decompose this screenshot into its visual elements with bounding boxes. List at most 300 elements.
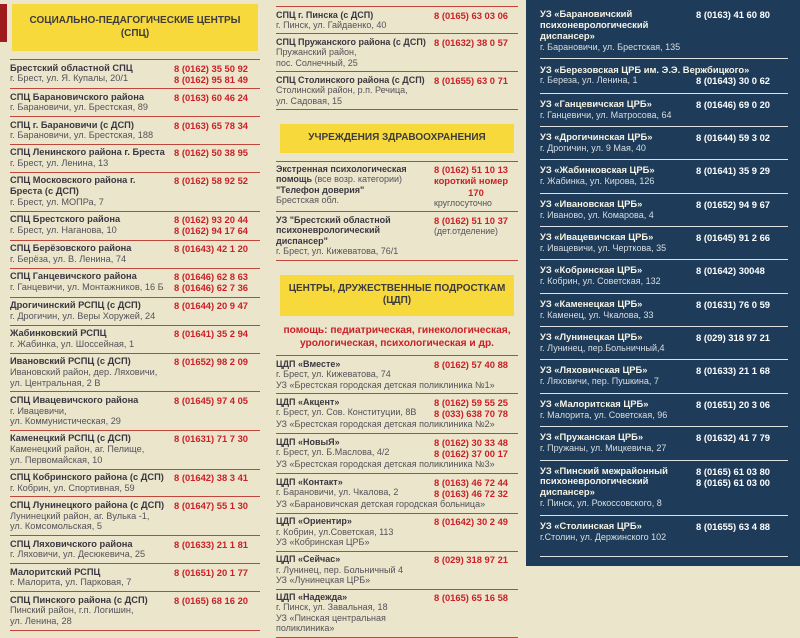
entry-address: г. Барановичи, ул. Чкалова, 2	[276, 486, 399, 497]
entry-contact	[174, 539, 260, 550]
entry-title: УЗ «Березовская ЦРБ им. Э.Э. Вержбицкого»	[540, 64, 750, 76]
entry-phone: 8 (01651) 20 3 06	[696, 398, 771, 410]
entry-contact	[434, 477, 518, 500]
entry-left	[10, 214, 174, 235]
entry-address: г. Дрогичин, ул. Веры Хоружей, 24	[10, 311, 156, 322]
directory-entry	[276, 514, 518, 552]
entry-title: Малоритский РСПЦ	[10, 566, 101, 577]
entry-organization: УЗ «Барановичская детская городская больница»	[276, 499, 486, 510]
entry-contact	[434, 215, 518, 237]
directory-entry	[276, 162, 518, 213]
directory-entry	[540, 294, 788, 327]
entry-title: ЦДП «Акцент»	[276, 396, 340, 407]
entry-row	[10, 395, 260, 427]
entry-phone: 8 (01646) 69 0 20	[696, 98, 771, 110]
entry-phone: 8 (01646) 62 8 63	[174, 271, 249, 283]
entry-address: г. Лунинец, пер. Больничный 4	[276, 564, 404, 575]
directory-entry	[276, 212, 518, 260]
section-header-spc: СОЦИАЛЬНО-ПЕДАГОГИЧЕСКИЕ ЦЕНТРЫ (СПЦ)	[12, 4, 258, 51]
entry-contact	[174, 433, 260, 444]
entry-contact	[696, 9, 788, 20]
entry-organization: УЗ «Брестская городская детская поликлиника №3»	[276, 459, 495, 470]
directory-entry	[10, 145, 260, 173]
entry-row	[540, 75, 788, 86]
entry-left	[10, 500, 174, 532]
entry-left	[540, 466, 696, 509]
entry-left	[10, 147, 174, 168]
directory-entry	[540, 427, 788, 460]
entry-title: УЗ «Ляховичская ЦРБ»	[540, 364, 648, 376]
entry-title: диспансер»	[540, 486, 595, 498]
entry-phone: 8 (01633) 21 1 81	[174, 538, 249, 550]
entry-phone: 8 (0165) 61 03 80	[696, 465, 771, 477]
directory-entry	[540, 516, 788, 557]
column-uz-panel	[526, 0, 800, 566]
entry-row	[540, 165, 788, 186]
entry-address: г. Жабинка, ул. Кирова, 126	[540, 176, 655, 187]
entry-row	[540, 365, 788, 386]
entry-contact	[696, 232, 788, 243]
entry-phone: 8 (0165) 68 16 20	[174, 594, 249, 606]
entry-contact	[696, 99, 788, 110]
entry-title: УЗ «Пинский межрайонный	[540, 464, 668, 476]
entry-row	[10, 243, 260, 264]
entry-left	[540, 265, 696, 286]
entry-phone: 8 (01651) 20 1 77	[174, 566, 249, 578]
entry-title: УЗ «Ивановская ЦРБ»	[540, 197, 643, 209]
entry-phone: 8 (01632) 41 7 79	[696, 432, 771, 444]
entry-title: ЦДП «Ориентир»	[276, 516, 352, 527]
entry-contact	[434, 10, 518, 21]
entry-title: УЗ «Ганцевичская ЦРБ»	[540, 97, 652, 109]
entry-phone: 8 (0162) 37 00 17	[434, 447, 509, 459]
entry-phone: 8 (029) 318 97 21	[434, 554, 509, 566]
entry-contact	[696, 132, 788, 143]
entry-organization: УЗ «Брестская городская детская поликлиника №1»	[276, 379, 495, 390]
entry-title: СПЦ Барановичского района	[10, 91, 145, 102]
entry-left	[540, 365, 696, 386]
entry-left	[10, 595, 174, 627]
entry-left	[540, 9, 696, 52]
entry-address: УЗ «Кобринская ЦРБ»	[276, 537, 370, 548]
entry-title: помощь (все возр. категории)	[276, 174, 403, 185]
entry-address: г. Ляховичи, ул. Десюкевича, 25	[10, 549, 146, 560]
directory-entry	[276, 356, 518, 394]
directory-entry	[10, 212, 260, 241]
directory-entry	[276, 34, 518, 72]
entry-phone: 8 (01642) 30 2 49	[434, 516, 509, 528]
entry-left	[10, 92, 174, 113]
directory-entry	[10, 60, 260, 89]
directory-entry	[540, 260, 788, 293]
entry-left	[10, 433, 174, 465]
entry-phone: 8 (01646) 62 7 36	[174, 282, 249, 294]
entry-left	[540, 75, 696, 85]
entry-title: УЗ «Кобринская ЦРБ»	[540, 264, 643, 276]
entry-phone: 8 (0163) 46 72 44	[434, 476, 509, 488]
entry-address: г. Ляховичи, пер. Пушкина, 7	[540, 376, 659, 387]
directory-entry	[540, 160, 788, 193]
entry-title: СПЦ Ляховичского района	[10, 538, 133, 549]
entry-row	[540, 399, 788, 420]
entry-phone: 8 (01655) 63 0 71	[434, 74, 509, 86]
directory-entry	[276, 434, 518, 474]
entry-phone: 8 (01641) 35 9 29	[696, 165, 771, 177]
entry-phone: 8 (01644) 59 3 02	[696, 132, 771, 144]
entry-title: Ивановский РСПЦ (с ДСП)	[10, 356, 131, 367]
entry-title: УЗ «Дрогичинская ЦРБ»	[540, 131, 653, 143]
entry-contact	[696, 332, 788, 343]
entry-contact	[174, 175, 260, 186]
entry-contact	[174, 500, 260, 511]
entry-phone: 8 (0163) 41 60 80	[696, 9, 771, 20]
entry-address: г. Кобрин, ул.Советская, 113	[276, 526, 394, 537]
entry-address: г. Барановичи, ул. Брестская, 135	[540, 41, 681, 52]
entry-phone: 8 (0162) 94 17 64	[174, 225, 249, 237]
directory-entry	[276, 394, 518, 434]
entry-contact	[696, 299, 788, 310]
entry-phone: 8 (0162) 51 10 37	[434, 214, 509, 226]
entry-phone: 8 (0162) 58 92 52	[174, 175, 249, 187]
entry-address: г. Береза, ул. Ленина, 1	[540, 75, 638, 86]
entry-left	[276, 37, 434, 68]
entry-phone: 8 (0165) 63 03 06	[434, 9, 509, 21]
entry-left	[540, 332, 696, 353]
entry-phone: 8 (0163) 65 78 34	[174, 119, 249, 131]
entry-left	[10, 271, 174, 292]
directory-entry	[10, 536, 260, 564]
entry-row	[10, 300, 260, 321]
entry-phone: 8 (0162) 93 20 44	[174, 214, 249, 226]
entry-title: СПЦ Ганцевичского района	[10, 271, 137, 282]
entry-address: пос. Солнечный, 25	[276, 57, 358, 68]
entry-contact	[174, 147, 260, 158]
entry-left	[540, 132, 696, 153]
entry-row	[10, 356, 260, 388]
entry-contact	[696, 199, 788, 210]
entry-address: г. Пружаны, ул. Мицкевича, 27	[540, 443, 667, 454]
entry-title: Дрогичинский РСПЦ (с ДСП)	[10, 300, 141, 311]
entry-address: УЗ «Пинская центральная поликлиника»	[276, 612, 386, 634]
entry-address: г. Малорита, ул. Советская, 96	[540, 409, 668, 420]
entry-title: УЗ "Брестский областной	[276, 214, 391, 225]
entry-phone: 8 (01631) 71 7 30	[174, 433, 249, 445]
entry-title-note: (все возр. категории)	[311, 174, 403, 185]
entry-row	[10, 567, 260, 588]
entry-title: ЦДП «Вместе»	[276, 358, 341, 369]
entry-title: УЗ «Столинская ЦРБ»	[540, 519, 642, 531]
entry-phone: 8 (01642) 38 3 41	[174, 472, 249, 484]
entry-left	[540, 232, 696, 253]
entry-contact	[434, 516, 518, 527]
entry-contact	[434, 359, 518, 370]
entry-row	[276, 397, 518, 420]
entry-left	[276, 164, 434, 206]
entry-title: Брестский областной СПЦ	[10, 62, 133, 73]
entry-left	[276, 397, 434, 418]
entry-address: ул. Первомайская, 10	[10, 454, 103, 465]
cdp-subtitle-line1: помощь: педиатрическая, гинекологическая,	[283, 324, 511, 336]
entry-title: СПЦ Ивацевичского района	[10, 394, 139, 405]
entry-address: г. Пинск, ул. Гайдаенко, 40	[276, 19, 387, 30]
entry-title: диспансер»	[540, 29, 595, 41]
entry-address: Столинский район, р.п. Речица,	[276, 85, 408, 96]
directory-entry	[276, 474, 518, 514]
entry-row	[10, 175, 260, 207]
entry-phone: 170	[468, 186, 484, 198]
entry-phone: 8 (033) 638 70 78	[434, 408, 509, 420]
entry-contact	[696, 399, 788, 410]
entry-contact	[434, 437, 518, 460]
entry-address: г. Брест, ул. Наганова, 10	[10, 224, 117, 235]
entry-address: г. Каменец, ул. Чкалова, 33	[540, 309, 654, 320]
entry-phone: 8 (0162) 35 50 92	[174, 62, 249, 74]
entry-title: УЗ «Барановичский	[540, 8, 633, 19]
entry-phone: 8 (0162) 59 55 25	[434, 396, 509, 408]
entry-row	[540, 332, 788, 353]
entry-row	[540, 132, 788, 153]
directory-entry	[540, 4, 788, 59]
entry-address: ул. Комсомольская, 5	[10, 521, 102, 532]
entry-title: СПЦ Кобринского района (с ДСП)	[10, 472, 164, 483]
entry-title: СПЦ г. Барановичи (с ДСП)	[10, 119, 134, 130]
directory-entry	[276, 72, 518, 110]
entry-row	[10, 214, 260, 237]
directory-entry	[10, 431, 260, 470]
entry-contact	[434, 37, 518, 48]
entry-organization: УЗ «Брестская городская детская поликлиника №2»	[276, 419, 495, 430]
entry-contact	[174, 395, 260, 406]
entry-title: СПЦ Брестского района	[10, 214, 121, 225]
entry-phone: 8 (01632) 38 0 57	[434, 36, 509, 48]
directory-entry	[10, 592, 260, 631]
entry-phone: 8 (01645) 91 2 66	[696, 232, 771, 244]
entry-row	[10, 328, 260, 349]
entry-phone: 8 (01652) 94 9 67	[696, 198, 771, 210]
section-header-health: УЧРЕЖДЕНИЯ ЗДРАВООХРАНЕНИЯ	[280, 124, 514, 153]
entry-row	[10, 63, 260, 86]
entry-left	[276, 516, 434, 547]
entry-row	[10, 433, 260, 465]
entry-title: психоневрологический диспансер"	[276, 225, 381, 246]
entry-left	[540, 521, 696, 542]
entry-title: УЗ «Ивацевичская ЦРБ»	[540, 231, 654, 243]
entry-left	[10, 175, 174, 207]
entry-title: психоневрологический	[540, 18, 649, 30]
entry-left	[10, 567, 174, 588]
entry-address: г. Брест, ул. Сов. Конституции, 8В	[276, 407, 417, 418]
entry-row	[540, 466, 788, 509]
entry-title: СПЦ Берёзовского района	[10, 243, 132, 254]
entry-title: психоневрологический	[540, 475, 649, 487]
entry-row	[10, 500, 260, 532]
entry-title: ЦДП «Контакт»	[276, 476, 343, 487]
entry-title: Каменецкий РСПЦ (с ДСП)	[10, 433, 131, 444]
cdp-list	[276, 355, 518, 638]
red-accent-stripe	[0, 4, 7, 42]
entry-contact	[434, 75, 518, 86]
entry-contact	[174, 92, 260, 103]
entry-title: "Телефон доверия"	[276, 184, 365, 195]
entry-contact	[174, 63, 260, 86]
directory-entry	[540, 461, 788, 516]
entry-contact	[696, 165, 788, 176]
entry-phone: 8 (01647) 55 1 30	[174, 499, 249, 511]
entry-address: ул. Садовая, 15	[276, 95, 342, 106]
entry-left	[276, 10, 434, 31]
entry-row	[10, 472, 260, 493]
entry-phone: 8 (01655) 63 4 88	[696, 520, 771, 532]
entry-left	[10, 539, 174, 560]
entry-contact	[174, 271, 260, 294]
directory-entry	[540, 59, 788, 94]
entry-contact	[174, 356, 260, 367]
entry-phone: 8 (0162) 57 40 88	[434, 358, 509, 370]
entry-row	[276, 215, 518, 257]
entry-left	[276, 359, 434, 380]
spc-list-col2	[276, 6, 518, 110]
entry-phone: 8 (029) 318 97 21	[696, 332, 771, 344]
entry-row	[10, 271, 260, 294]
entry-address: Брестская обл.	[276, 195, 339, 206]
entry-contact	[174, 214, 260, 237]
entry-address: г. Брест, ул. МОПРа, 7	[10, 196, 104, 207]
column-middle	[266, 0, 526, 634]
entry-title: Экстренная психологическая	[276, 164, 407, 174]
entry-row	[276, 164, 518, 208]
entry-row	[276, 437, 518, 460]
entry-phone: 8 (01652) 98 2 09	[174, 356, 249, 368]
entry-row	[10, 92, 260, 113]
entry-phone: 8 (01633) 21 1 68	[696, 365, 771, 377]
entry-contact	[434, 592, 518, 603]
entry-contact	[174, 567, 260, 578]
entry-left	[276, 592, 434, 634]
entry-left	[10, 356, 174, 388]
section-header-cdp: ЦЕНТРЫ, ДРУЖЕСТВЕННЫЕ ПОДРОСТКАМ (ЦДП)	[280, 275, 514, 316]
entry-contact	[696, 466, 788, 489]
entry-address: ул. Центральная, 2 В	[10, 377, 101, 388]
cdp-subtitle-line2: урологическая, психологическая и др.	[299, 337, 495, 349]
entry-title: УЗ «Лунинецкая ЦРБ»	[540, 331, 643, 343]
entry-row	[276, 10, 518, 31]
entry-address: УЗ «Лунинецкая ЦРБ»	[276, 575, 371, 586]
entry-address: г. Иваново, ул. Комарова, 4	[540, 209, 654, 220]
entry-contact	[696, 365, 788, 376]
entry-address: г. Лунинец, пер.Больничный,4	[540, 343, 665, 354]
entry-contact	[696, 432, 788, 443]
entry-phone: 8 (01641) 35 2 94	[174, 328, 249, 340]
entry-left	[10, 120, 174, 141]
entry-contact	[696, 521, 788, 532]
entry-row	[10, 147, 260, 168]
entry-address: Лунинецкий район, аг. Вулька -1,	[10, 510, 150, 521]
entry-title: ЦДП «НовыЯ»	[276, 436, 340, 447]
directory-entry	[10, 241, 260, 269]
directory-entry	[10, 497, 260, 536]
entry-title: УЗ «Малоритская ЦРБ»	[540, 397, 649, 409]
entry-contact	[174, 300, 260, 311]
entry-phone: 8 (0163) 60 46 24	[174, 91, 249, 103]
entry-title: СПЦ Лунинецкого района (с ДСП)	[10, 499, 165, 510]
directory-entry	[540, 194, 788, 227]
entry-title: УЗ «Каменецкая ЦРБ»	[540, 297, 643, 309]
entry-row	[540, 232, 788, 253]
entry-address: г. Брест, ул. Я. Купалы, 20/1	[10, 73, 129, 84]
entry-address: Каменецкий район, аг. Пелище,	[10, 444, 145, 455]
entry-address: г.Столин, ул. Держинского 102	[540, 531, 667, 542]
entry-left	[276, 75, 434, 106]
entry-left	[540, 99, 696, 120]
cdp-subtitle	[276, 324, 518, 351]
entry-title: СПЦ г. Пинска (с ДСП)	[276, 9, 374, 20]
entry-row	[276, 37, 518, 68]
entry-left	[276, 215, 434, 257]
entry-phone: 8 (01631) 76 0 59	[696, 298, 771, 310]
entry-title: СПЦ Столинского района (с ДСП)	[276, 74, 425, 85]
entry-title: СПЦ Пружанского района (с ДСП)	[276, 36, 426, 47]
entry-left	[540, 432, 696, 453]
uz-list	[540, 4, 788, 557]
entry-title: Жабинковский РСПЦ	[10, 328, 107, 339]
entry-address: г. Берёза, ул. В. Ленина, 74	[10, 254, 127, 264]
directory-entry	[10, 470, 260, 498]
entry-address: г. Пинск, ул. Рокоссовского, 8	[540, 498, 662, 509]
directory-entry	[540, 94, 788, 127]
entry-left	[540, 199, 696, 220]
entry-row	[276, 75, 518, 106]
directory-entry	[276, 590, 518, 638]
entry-address: г. Брест, ул. Б.Маслова, 4/2	[276, 447, 390, 458]
directory-entry	[10, 173, 260, 212]
directory-entry	[540, 227, 788, 260]
entry-contact	[696, 265, 788, 276]
entry-address: г. Барановичи, ул. Брестская, 89	[10, 102, 148, 113]
directory-entry	[10, 89, 260, 117]
entry-address: г. Ганцевичи, ул. Матросова, 64	[540, 109, 672, 120]
entry-title: СПЦ Московского района г. Бреста (с ДСП)	[10, 175, 136, 197]
spc-list-col1	[10, 59, 260, 631]
entry-title: УЗ «Пружанская ЦРБ»	[540, 431, 644, 443]
entry-left	[10, 395, 174, 427]
directory-entry	[540, 360, 788, 393]
directory-entry	[540, 327, 788, 360]
entry-row	[540, 9, 788, 52]
entry-row	[276, 592, 518, 634]
entry-row	[540, 99, 788, 120]
entry-left	[540, 399, 696, 420]
entry-note: круглосуточно	[434, 197, 492, 208]
health-list	[276, 161, 518, 261]
entry-address: Пружанский район,	[276, 47, 357, 58]
entry-contact	[434, 397, 518, 420]
entry-phone: 8 (01642) 30048	[696, 265, 765, 277]
entry-address: г. Брест, ул. Кижеватова, 76/1	[276, 246, 399, 257]
entry-row	[276, 359, 518, 380]
entry-left	[10, 328, 174, 349]
entry-address: г. Кобрин, ул. Советская, 132	[540, 276, 661, 287]
directory-entry	[10, 392, 260, 431]
entry-address: Пинский район, г.п. Логишин,	[10, 605, 134, 616]
directory-entry	[10, 269, 260, 298]
entry-left	[276, 477, 434, 498]
entry-contact	[696, 75, 788, 86]
entry-address: Ивановский район, дер. Ляховичи,	[10, 366, 158, 377]
directory-entry	[10, 564, 260, 592]
entry-address: г. Брест, ул. Ленина, 13	[10, 158, 109, 169]
entry-contact	[174, 595, 260, 606]
entry-address: г. Ганцевичи, ул. Монтажников, 16 Б	[10, 281, 164, 292]
